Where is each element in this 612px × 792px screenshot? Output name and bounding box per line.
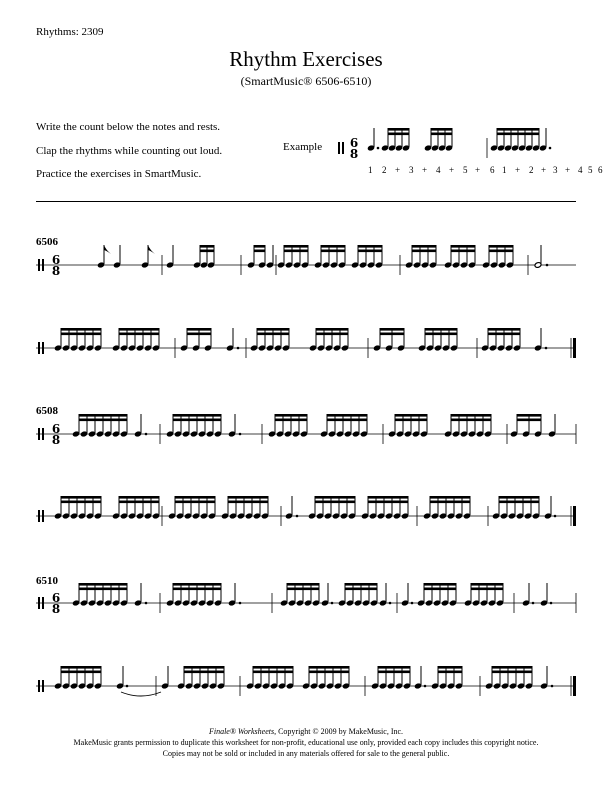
example-count: + [422, 165, 428, 175]
beam [378, 666, 410, 669]
footer-product: Finale® Worksheets [208, 727, 275, 736]
time-signature-top: 6 [51, 422, 61, 436]
percussion-clef [38, 597, 40, 609]
beam [61, 501, 101, 504]
augmentation-dot [550, 602, 553, 605]
example-count: + [449, 165, 455, 175]
percussion-clef [42, 680, 44, 692]
example-count: 1 [502, 165, 507, 175]
beam [497, 128, 539, 131]
time-signature-bottom: 8 [51, 433, 61, 447]
percussion-clef [42, 597, 44, 609]
worksheet-code: Rhythms: 2309 [36, 26, 104, 38]
beam [471, 588, 503, 591]
beam [471, 583, 503, 586]
beam [228, 501, 268, 504]
time-signature-bottom: 8 [51, 264, 61, 278]
percussion-clef [42, 259, 44, 271]
beam [492, 666, 532, 669]
beam [61, 666, 101, 669]
beam [119, 501, 159, 504]
beam [489, 245, 513, 248]
beam [287, 583, 319, 586]
beam [517, 419, 541, 422]
beam [119, 496, 159, 499]
example-count: + [565, 165, 571, 175]
beam [316, 333, 348, 336]
example-count: 2 [529, 165, 534, 175]
percussion-clef [338, 142, 340, 154]
beam [309, 666, 349, 669]
beam [345, 583, 377, 586]
beam [489, 250, 513, 253]
beam [517, 414, 541, 417]
time-signature-top: 6 [51, 253, 61, 267]
final-barline [573, 506, 576, 526]
example-count: + [475, 165, 481, 175]
beam [61, 496, 101, 499]
beam [438, 666, 462, 669]
beam [358, 245, 382, 248]
beam [380, 333, 404, 336]
beam [257, 333, 289, 336]
beam [79, 419, 127, 422]
beam [388, 133, 409, 136]
beam [327, 414, 367, 417]
beam [175, 501, 215, 504]
beam [451, 414, 491, 417]
note-flag [148, 245, 155, 254]
beam [368, 496, 408, 499]
example-count: 4 [578, 165, 583, 175]
beam [61, 333, 101, 336]
exercise-number-6508: 6508 [36, 405, 58, 417]
beam [173, 414, 221, 417]
augmentation-dot [296, 515, 299, 518]
beam [321, 250, 345, 253]
example-count: + [515, 165, 521, 175]
example-count: 2 [382, 165, 387, 175]
beam [412, 250, 436, 253]
beam [173, 588, 221, 591]
beam [499, 501, 539, 504]
example-count: 4 [436, 165, 441, 175]
beam [119, 333, 159, 336]
beam [228, 496, 268, 499]
page-subtitle: (SmartMusic® 6506-6510) [240, 74, 372, 88]
beam [253, 671, 293, 674]
beam [321, 245, 345, 248]
percussion-clef [38, 510, 40, 522]
beam [425, 333, 457, 336]
beam [497, 133, 539, 136]
time-signature-top: 6 [51, 591, 61, 605]
example-count: 5 [463, 165, 468, 175]
exercise-number-6506: 6506 [36, 236, 58, 248]
footer-permission: MakeMusic grants permission to duplicate this worksheet for non-profit, educational use only, provided each copy includes this copyright notice. [73, 738, 539, 747]
beam [388, 128, 409, 131]
final-barline [573, 676, 576, 696]
example-count: + [541, 165, 547, 175]
beam [451, 245, 475, 248]
instruction-3: Practice the exercises in SmartMusic. [36, 168, 202, 180]
beam [61, 671, 101, 674]
augmentation-dot [239, 433, 242, 436]
note-flag [104, 245, 111, 254]
final-barline [573, 338, 576, 358]
beam [378, 671, 410, 674]
beam [451, 250, 475, 253]
beam [424, 588, 456, 591]
augmentation-dot [237, 347, 240, 350]
beam [284, 250, 308, 253]
beam [287, 588, 319, 591]
beam [315, 501, 355, 504]
beam [284, 245, 308, 248]
augmentation-dot [545, 347, 548, 350]
augmentation-dot [331, 602, 334, 605]
beam [492, 671, 532, 674]
beam [79, 583, 127, 586]
beam [275, 419, 307, 422]
time-signature-top: 6 [349, 136, 359, 150]
beam [395, 419, 427, 422]
beam [412, 245, 436, 248]
beam [253, 666, 293, 669]
augmentation-dot [549, 147, 552, 150]
beam [184, 666, 224, 669]
augmentation-dot [424, 685, 427, 688]
beam [316, 328, 348, 331]
percussion-clef [42, 342, 44, 354]
beam [79, 588, 127, 591]
augmentation-dot [126, 685, 129, 688]
exercise-number-6510: 6510 [36, 575, 58, 587]
instruction-1: Write the count below the notes and rests. [36, 121, 221, 133]
augmentation-dot [411, 602, 414, 605]
beam [451, 419, 491, 422]
augmentation-dot [554, 515, 557, 518]
beam [488, 328, 520, 331]
beam [431, 128, 452, 131]
beam [200, 245, 214, 248]
augmentation-dot [145, 602, 148, 605]
augmentation-dot [546, 264, 549, 267]
beam [254, 245, 265, 248]
percussion-clef [38, 342, 40, 354]
beam [184, 671, 224, 674]
augmentation-dot [551, 685, 554, 688]
beam [424, 583, 456, 586]
beam [438, 671, 462, 674]
percussion-clef [38, 259, 40, 271]
beam [187, 328, 211, 331]
percussion-clef [42, 428, 44, 440]
percussion-clef [42, 510, 44, 522]
example-count: + [395, 165, 401, 175]
augmentation-dot [389, 602, 392, 605]
augmentation-dot [239, 602, 242, 605]
example-count: 3 [553, 165, 558, 175]
beam [257, 328, 289, 331]
time-signature-bottom: 8 [349, 147, 359, 161]
beam [345, 588, 377, 591]
beam [395, 414, 427, 417]
beam [488, 333, 520, 336]
example-count: 6 [490, 165, 495, 175]
beam [173, 419, 221, 422]
example-label: Example [283, 141, 323, 153]
beam [200, 250, 214, 253]
example-count: 1 [368, 165, 373, 175]
example-count: 3 [409, 165, 414, 175]
beam [315, 496, 355, 499]
instruction-2: Clap the rhythms while counting out loud. [36, 145, 223, 157]
augmentation-dot [145, 433, 148, 436]
beam [254, 250, 265, 253]
beam [275, 414, 307, 417]
beam [358, 250, 382, 253]
footer-restriction: Copies may not be sold or included in any materials offered for sale to the general public. [162, 749, 450, 758]
beam [327, 419, 367, 422]
copyright-footer [0, 726, 612, 759]
beam [309, 671, 349, 674]
beam [79, 414, 127, 417]
beam [61, 328, 101, 331]
beam [175, 496, 215, 499]
beam [430, 501, 470, 504]
augmentation-dot [377, 147, 380, 150]
tie [121, 692, 161, 696]
example-count: 6 [598, 165, 603, 175]
beam [119, 328, 159, 331]
beam [430, 496, 470, 499]
beam [187, 333, 211, 336]
percussion-clef [38, 428, 40, 440]
footer-copyright: , Copyright © 2009 by MakeMusic, Inc. [274, 727, 404, 736]
beam [431, 133, 452, 136]
example-count: 5 [588, 165, 593, 175]
beam [425, 328, 457, 331]
augmentation-dot [532, 602, 535, 605]
beam [499, 496, 539, 499]
percussion-clef [38, 680, 40, 692]
time-signature-bottom: 8 [51, 602, 61, 616]
beam [380, 328, 404, 331]
beam [368, 501, 408, 504]
percussion-clef [342, 142, 344, 154]
page-title: Rhythm Exercises [229, 47, 383, 71]
beam [173, 583, 221, 586]
